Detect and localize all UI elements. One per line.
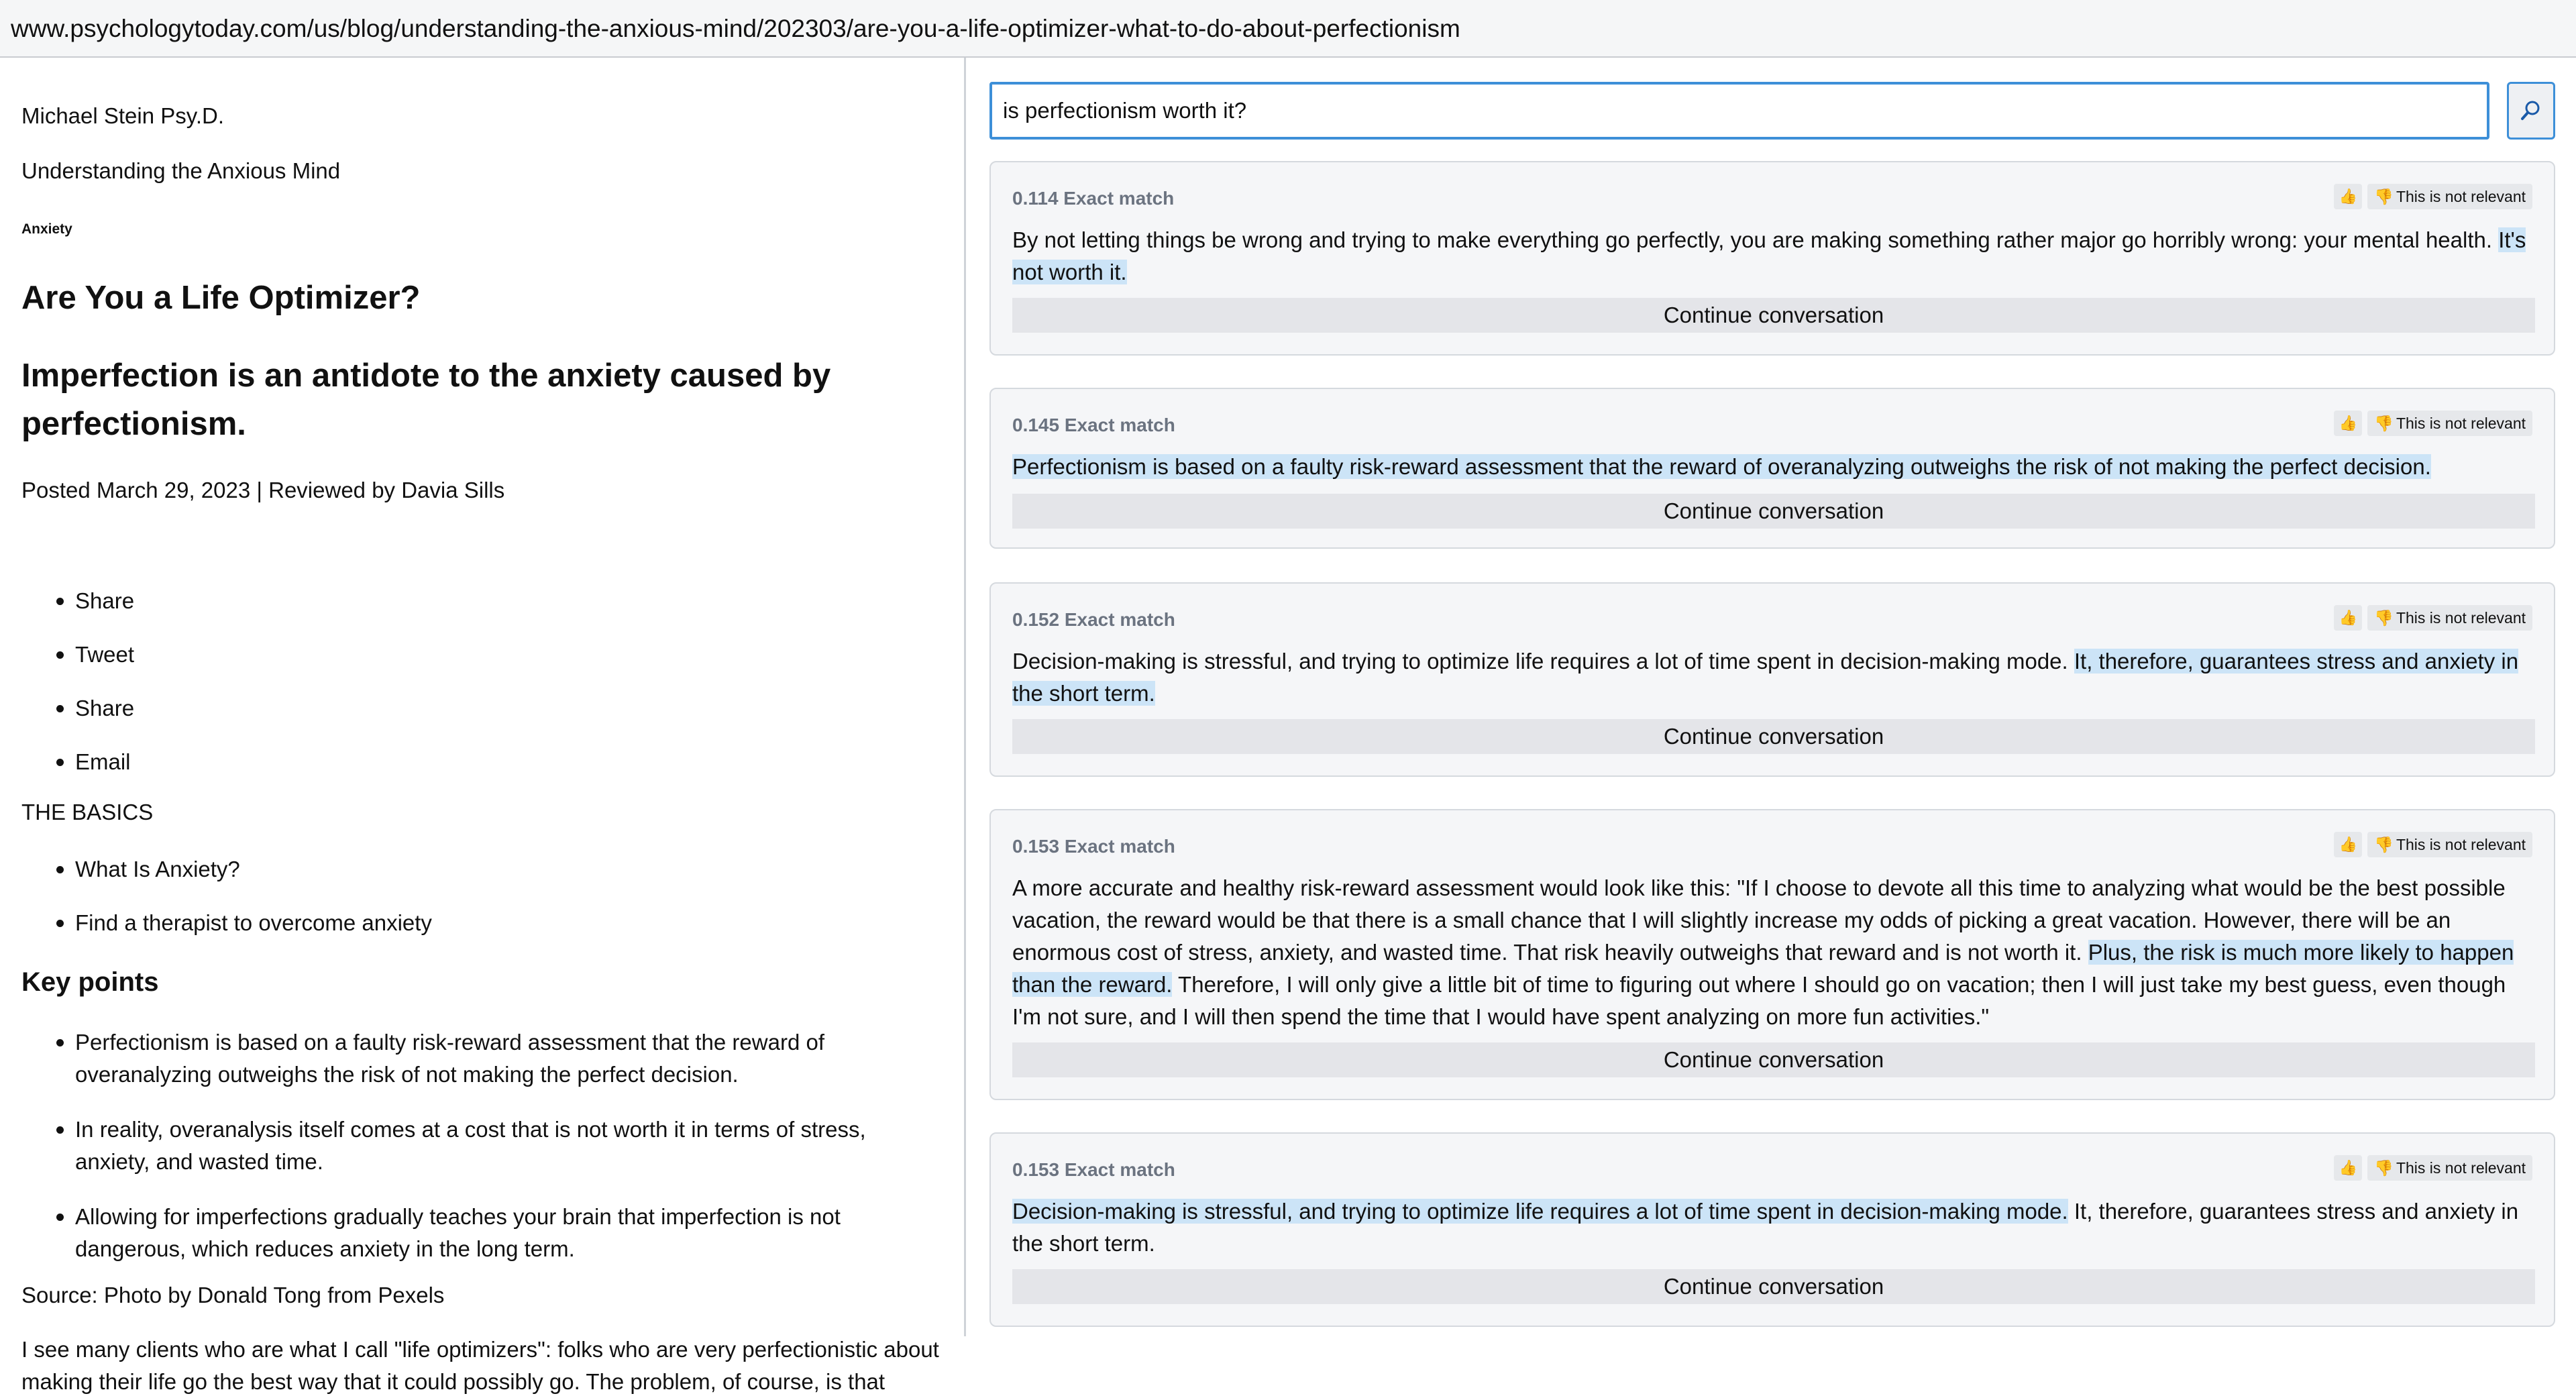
- article-posted-info: Posted March 29, 2023 | Reviewed by Davia Sills: [21, 478, 505, 502]
- not-relevant-label: This is not relevant: [2396, 835, 2526, 853]
- thumbs-down-icon: 👎: [2374, 608, 2394, 627]
- not-relevant-button[interactable]: [2367, 1155, 2532, 1181]
- result-score: 0.153 Exact match: [1012, 836, 1175, 857]
- result-text: [1012, 451, 2535, 483]
- address-bar[interactable]: www.psychologytoday.com/us/blog/understanding-the-anxious-mind/202303/are-you-a-life-optimizer-what-to-do-about-perfectionism: [0, 0, 2576, 58]
- result-text-plain: By not letting things be wrong and trying to make everything go perfectly, you are making something rather major go horribly wrong: your mental health.: [1012, 227, 2499, 252]
- article-subtitle: Imperfection is an antidote to the anxiety caused by perfectionism.: [21, 358, 831, 442]
- article-body-text: I see many clients who are what I call "life optimizers": folks who are very perfectionistic about making their life go the best way that it could possibly go. The problem, of course, is that: [21, 1337, 939, 1394]
- result-actions: [2334, 1155, 2532, 1181]
- result-text-highlight: Plus, the risk is much more likely to happen than the reward.: [1012, 940, 2514, 997]
- result-text-plain: It, therefore, guarantees stress and anxiety in the short term.: [1012, 1199, 2519, 1256]
- search-result-card: [989, 582, 2555, 777]
- result-text-highlight: Decision-making is stressful, and trying to optimize life requires a lot of time spent in decision-making mode.: [1012, 1199, 2068, 1224]
- continue-conversation-button[interactable]: Continue conversation: [1012, 494, 2535, 529]
- search-result-card: [989, 809, 2555, 1100]
- article-author[interactable]: Michael Stein Psy.D.: [21, 103, 224, 128]
- thumbs-down-icon: 👎: [2374, 1159, 2394, 1177]
- result-text: [1012, 224, 2535, 288]
- thumbs-up-icon: 👍: [2339, 609, 2358, 626]
- not-relevant-label: This is not relevant: [2396, 1159, 2526, 1177]
- email-link[interactable]: Email: [75, 746, 131, 778]
- not-relevant-label: This is not relevant: [2396, 187, 2526, 205]
- continue-conversation-button[interactable]: Continue conversation: [1012, 1042, 2535, 1077]
- thumbs-up-button[interactable]: [2334, 184, 2362, 209]
- continue-conversation-button[interactable]: Continue conversation: [1012, 719, 2535, 754]
- magnifier-icon: [2520, 99, 2542, 122]
- thumbs-up-icon: 👍: [2339, 1159, 2358, 1176]
- not-relevant-button[interactable]: [2367, 605, 2532, 631]
- share-link[interactable]: Share: [75, 692, 134, 724]
- result-actions: [2334, 184, 2532, 209]
- search-result-card: [989, 161, 2555, 356]
- thumbs-up-button[interactable]: [2334, 605, 2362, 631]
- key-point: In reality, overanalysis itself comes at a cost that is not worth it in terms of stress, anxiety, and wasted time.: [75, 1114, 894, 1178]
- search-button[interactable]: [2507, 82, 2555, 140]
- thumbs-down-icon: 👎: [2374, 414, 2394, 432]
- search-panel: [968, 58, 2576, 1336]
- thumbs-up-icon: 👍: [2339, 415, 2358, 431]
- result-text-plain: Decision-making is stressful, and trying to optimize life requires a lot of time spent in decision-making mode.: [1012, 649, 2074, 674]
- result-text: [1012, 645, 2535, 710]
- result-actions: [2334, 411, 2532, 436]
- thumbs-down-icon: 👎: [2374, 835, 2394, 853]
- continue-conversation-button[interactable]: Continue conversation: [1012, 1269, 2535, 1304]
- thumbs-up-icon: 👍: [2339, 836, 2358, 853]
- not-relevant-button[interactable]: [2367, 411, 2532, 436]
- basics-heading: THE BASICS: [21, 800, 154, 824]
- result-text-highlight: It's not worth it.: [1012, 227, 2526, 284]
- thumbs-up-button[interactable]: [2334, 1155, 2362, 1181]
- basics-link-what-is-anxiety[interactable]: What Is Anxiety?: [75, 853, 240, 885]
- result-text-plain: A more accurate and healthy risk-reward assessment would look like this: "If I choose to devote all this time to analyzing what would be the best possible vacation, the reward would be that there is a small chance that I will slightly increase my odds of picking a great vacation. However, there will be an enormous cost of stress, anxiety, and wasted time. That risk heavily outweighs that reward and is not worth it.: [1012, 875, 2506, 965]
- result-actions: [2334, 605, 2532, 631]
- result-score: 0.153 Exact match: [1012, 1159, 1175, 1180]
- result-score: 0.114 Exact match: [1012, 188, 1175, 209]
- article-tag[interactable]: Anxiety: [21, 221, 72, 237]
- result-text: [1012, 1195, 2535, 1260]
- image-source-caption: Source: Photo by Donald Tong from Pexels: [21, 1283, 445, 1307]
- result-score: 0.145 Exact match: [1012, 415, 1175, 435]
- result-actions: [2334, 832, 2532, 857]
- article-title: Are You a Life Optimizer?: [21, 280, 421, 316]
- not-relevant-button[interactable]: [2367, 184, 2532, 209]
- result-text-plain: Therefore, I will only give a little bit of time to figuring out where I should go on vacation; then I will just take my best guess, even though I'm not sure, and I will then spend the time that I would have spent analyzing on more fun activities.": [1012, 972, 2506, 1029]
- result-text-highlight: Perfectionism is based on a faulty risk-reward assessment that the reward of overanalyzing outweighs the risk of not making the perfect decision.: [1012, 454, 2431, 479]
- not-relevant-label: This is not relevant: [2396, 414, 2526, 432]
- key-point: Allowing for imperfections gradually teaches your brain that imperfection is not dangerous, which reduces anxiety in the long term.: [75, 1201, 894, 1265]
- result-text: [1012, 872, 2535, 1033]
- thumbs-down-icon: 👎: [2374, 187, 2394, 205]
- continue-conversation-button[interactable]: Continue conversation: [1012, 298, 2535, 333]
- basics-link-find-therapist[interactable]: Find a therapist to overcome anxiety: [75, 907, 432, 939]
- search-result-card: [989, 1132, 2555, 1327]
- not-relevant-label: This is not relevant: [2396, 608, 2526, 627]
- search-result-card: [989, 388, 2555, 549]
- blog-name[interactable]: Understanding the Anxious Mind: [21, 158, 341, 183]
- thumbs-up-button[interactable]: [2334, 832, 2362, 857]
- thumbs-up-button[interactable]: [2334, 411, 2362, 436]
- key-points-heading: Key points: [21, 967, 159, 997]
- tweet-link[interactable]: Tweet: [75, 639, 134, 671]
- article-panel: [0, 58, 966, 1394]
- result-score: 0.152 Exact match: [1012, 609, 1175, 630]
- thumbs-up-icon: 👍: [2339, 188, 2358, 205]
- search-input[interactable]: [989, 82, 2489, 140]
- share-link[interactable]: Share: [75, 585, 134, 617]
- not-relevant-button[interactable]: [2367, 832, 2532, 857]
- key-point: Perfectionism is based on a faulty risk-reward assessment that the reward of overanalyzing outweighs the risk of not making the perfect decision.: [75, 1026, 894, 1091]
- result-text-highlight: It, therefore, guarantees stress and anxiety in the short term.: [1012, 649, 2519, 706]
